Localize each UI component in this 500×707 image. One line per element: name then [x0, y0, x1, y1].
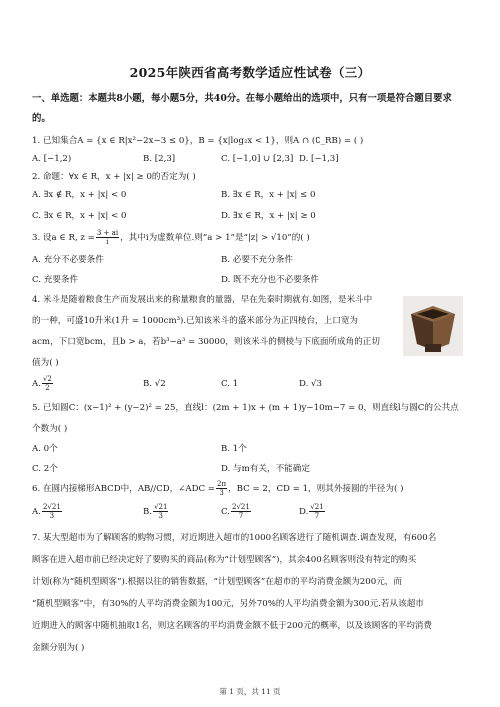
section-header-line1: 一、单选题：本题共8小题，每小题5分，共40分。在每小题给出的选项中，只有一项是符合题目要求	[32, 93, 452, 104]
option-fraction	[42, 503, 62, 520]
question-6-option-c	[221, 503, 252, 520]
question-5-option-b: B. 1个	[221, 444, 247, 454]
question-3-stem	[32, 228, 310, 248]
fraction-numerator: √21	[310, 503, 324, 511]
option-fraction	[153, 503, 168, 520]
question-6-stem-start: 6. 在圆内接梯形ABCD中，AB//CD，∠ADC =	[32, 484, 216, 494]
fraction-numerator: √21	[154, 503, 168, 511]
page-footer: 第 1 页，共 11 页	[219, 687, 281, 696]
fraction-denominator: 3	[49, 512, 55, 520]
question-2-option-d: D. ∃x ∈ R，x + |x| ≥ 0	[221, 211, 316, 221]
rice-measure-illustration	[403, 296, 463, 356]
question-4-line1: 4. 米斗是随着粮食生产而发展出来的称量粮食的量器，早在先秦时期就有.如图，是米斗中	[32, 295, 373, 305]
option-label: A.	[32, 507, 41, 517]
option-label: B.	[143, 507, 153, 517]
section-header-line2: 的。	[32, 113, 51, 124]
question-6-option-b	[143, 503, 169, 520]
fraction-numerator: 2π	[217, 480, 227, 488]
fraction-denominator: 7	[314, 512, 320, 520]
fraction-numerator: 2√21	[232, 503, 250, 511]
question-3-option-c: C. 充要条件	[32, 275, 79, 285]
question-2-stem: 2. 命题：∀x ∈ R，x + |x| ≥ 0的否定为( )	[32, 172, 196, 182]
fraction-numerator: 3 + ai	[96, 229, 119, 237]
question-5-option-d: D. 与m有关，不能确定	[221, 464, 310, 474]
question-7-line3: 计划(称为“随机型顾客”).根据以往的销售数据，“计划型顾客”在超市的平均消费金额为200元，而	[32, 577, 402, 587]
question-4-option-c: C. 1	[221, 379, 239, 389]
option-fraction	[231, 503, 251, 520]
fraction-denominator: 7	[238, 512, 244, 520]
question-5-line1: 5. 已知圆C：(x−1)² + (y−2)² = 25，直线l：(2m + 1)x + (m + 1)y−10m−7 = 0，则直线l与圆C的公共点	[32, 403, 459, 413]
question-4-option-d: D. √3	[299, 379, 322, 389]
question-5-option-c: C. 2个	[32, 464, 58, 474]
question-1-option-d: D. [−1,3]	[299, 154, 339, 164]
question-2-option-b: B. ∃x ∈ R，x + |x| ≤ 0	[221, 190, 316, 200]
fraction-numerator: 2√21	[42, 503, 61, 511]
question-6-option-a	[32, 503, 63, 520]
fraction-denominator: 3	[158, 512, 163, 520]
question-4-option-b: B. √2	[143, 379, 166, 389]
option-label: C.	[221, 507, 231, 517]
question-4-line4: 值为( )	[32, 358, 59, 368]
fraction-denominator: 2	[45, 384, 50, 392]
question-7-line6: 金额分别为( )	[32, 643, 85, 653]
question-1-option-a: A. [−1,2)	[32, 154, 72, 164]
question-7-line4: “随机型顾客”中，有30%的人平均消费金额为100元，另外70%的人平均消费金额为300元.若从该超市	[32, 599, 424, 609]
option-a-label: A.	[32, 379, 41, 389]
rice-measure-photo	[403, 296, 463, 356]
question-1-option-c: C. [−1,0] ∪ [2,3]	[221, 154, 294, 164]
question-3-option-a: A. 充分不必要条件	[32, 255, 104, 265]
question-7-line1: 7. 某大型超市为了解顾客的购物习惯，对近期进入超市的1000名顾客进行了随机调查.调查发现，有600名	[32, 533, 437, 543]
question-4-line3: acm，下口宽bcm，且b > a，若b³−a³ = 30000，则该米斗的侧棱与下底面所成角的正切	[32, 337, 380, 347]
question-3-option-b: B. 必要不充分条件	[221, 255, 293, 265]
question-2-option-c: C. ∃x ∈ R，x + |x| < 0	[32, 211, 127, 221]
fraction-numerator: √2	[42, 375, 52, 383]
question-1-stem: 1. 已知集合A = {x ∈ R|x²−2x−3 ≤ 0}，B = {x|log₂x < 1}，则A ∩ (∁_RB) = ( )	[32, 136, 364, 146]
question-5-line2: 个数为( )	[32, 424, 68, 434]
question-5-option-a: A. 0个	[32, 444, 58, 454]
option-fraction	[309, 503, 324, 520]
question-6-option-d	[299, 503, 326, 520]
question-3-option-d: D. 既不充分也不必要条件	[221, 275, 319, 285]
option-label: D.	[299, 507, 309, 517]
option-a-fraction	[42, 375, 53, 392]
question-7-line2: 顾客在进入超市前已经决定好了要购买的商品(称为“计划型顾客”)，其余400名顾客则没有特定的购买	[32, 555, 417, 565]
question-6-stem-end: ，BC = 2，CD = 1，则其外接圆的半径为( )	[228, 484, 404, 494]
question-3-fraction	[96, 229, 119, 246]
question-4-line2: 的一种，可盛10升米(1升 = 1000cm³).已知该米斗的盛米部分为正四棱台，上口宽为	[32, 316, 359, 326]
question-2-option-a: A. ∃x ∉ R，x + |x| < 0	[32, 190, 127, 200]
fraction-denominator: 3	[219, 489, 224, 497]
question-3-stem-end: ，其中i为虚数单位.则“a > 1”是“|z| > √10”的( )	[120, 233, 310, 243]
exam-title: 2025年陕西省高考数学适应性试卷（三）	[129, 65, 371, 80]
question-6-stem	[32, 479, 403, 499]
section-header	[32, 89, 472, 129]
question-3-stem-start: 3. 设a ∈ R, z =	[32, 233, 95, 243]
question-1-option-b: B. [2,3]	[143, 154, 176, 164]
question-7-line5: 近期进入的顾客中随机抽取1名，则这名顾客的平均消费金额不低于200元的概率，以及该顾客的平均消费	[32, 621, 432, 631]
question-4-option-a	[32, 375, 54, 392]
question-6-fraction	[216, 480, 227, 497]
fraction-denominator: i	[106, 238, 109, 246]
